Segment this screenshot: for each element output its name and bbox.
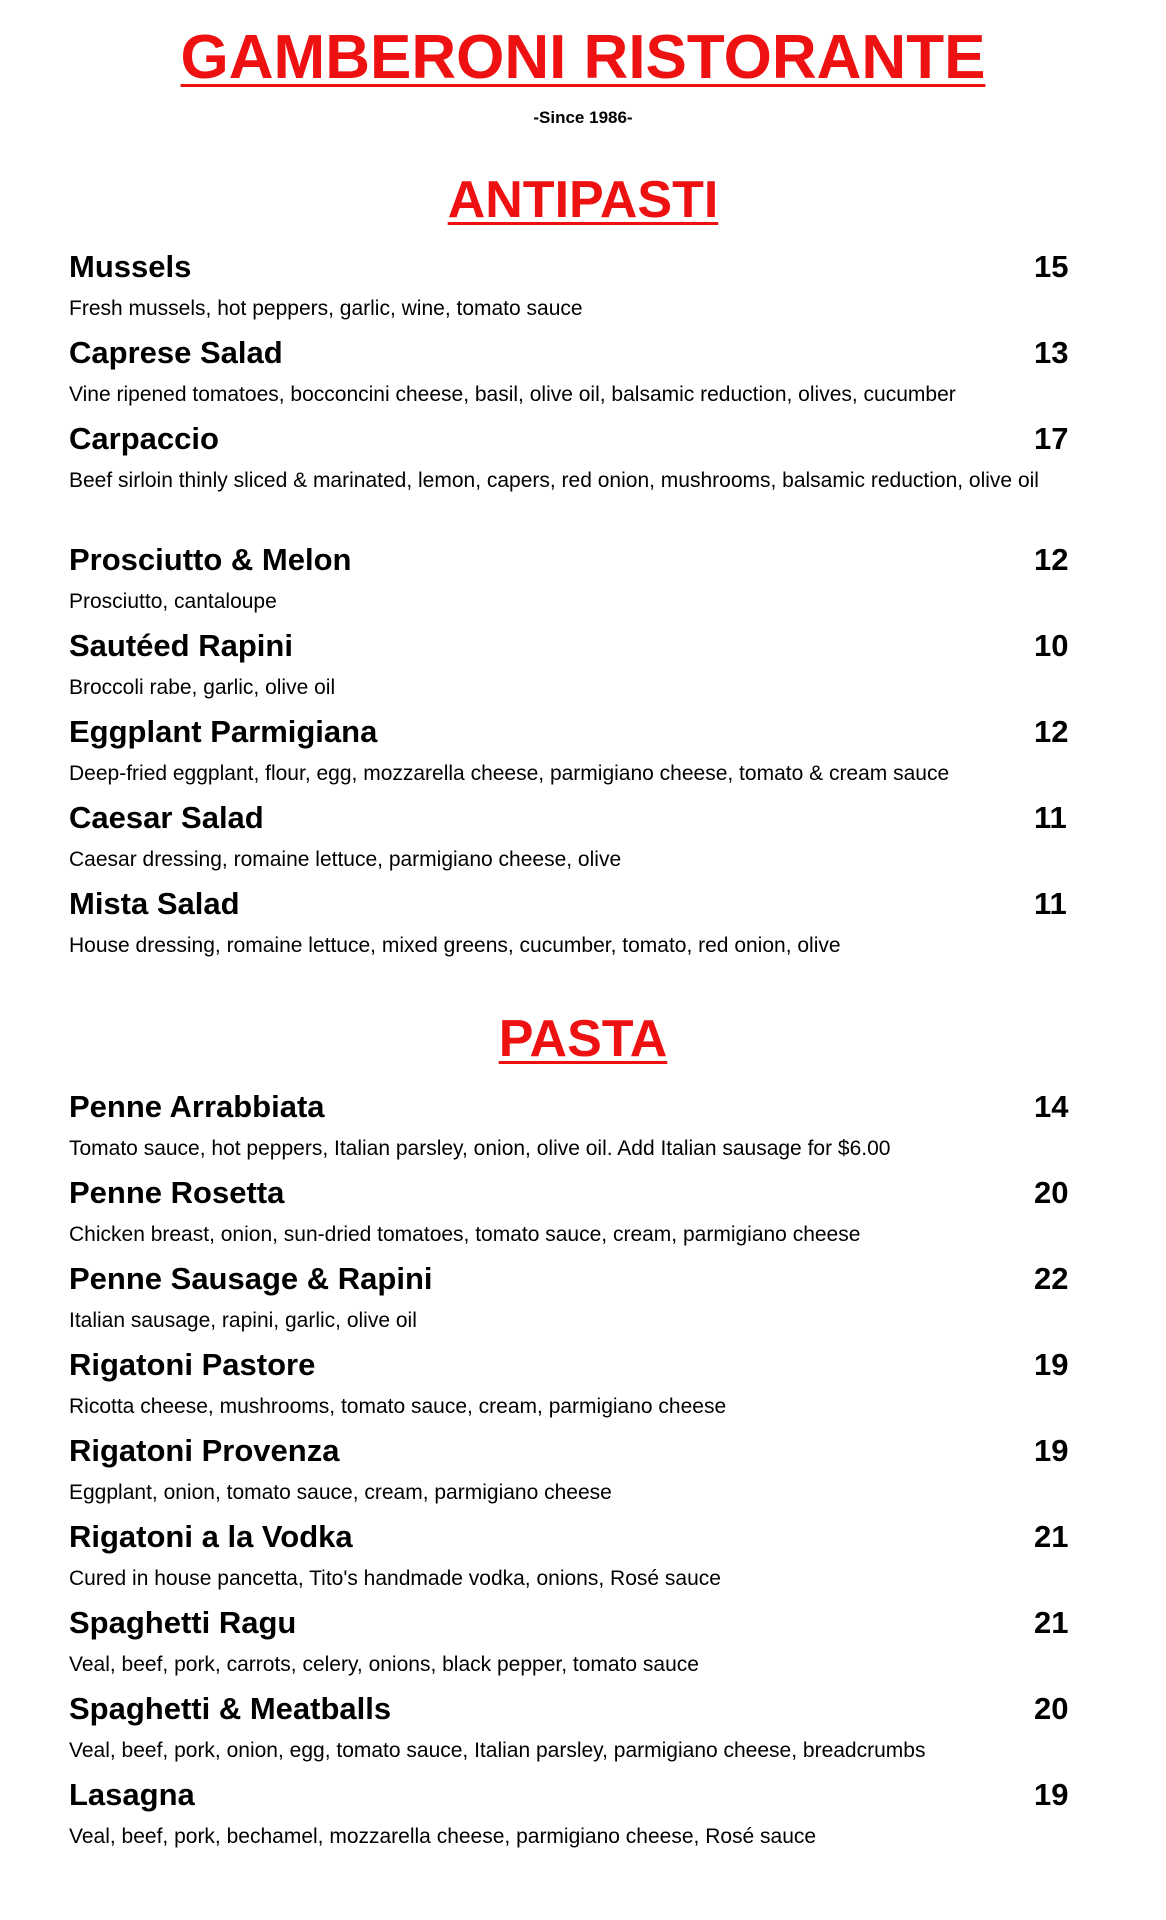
item-price: 10 (1034, 628, 1069, 663)
item-description: Veal, beef, pork, onion, egg, tomato sauce, Italian parsley, parmigiano cheese, breadcrumbs (69, 1739, 926, 1762)
item-name: Sautéed Rapini (69, 628, 293, 663)
item-name: Penne Arrabbiata (69, 1089, 325, 1124)
menu-item (69, 1345, 1109, 1431)
item-description: Vine ripened tomatoes, bocconcini cheese, basil, olive oil, balsamic reduction, olives, cucumber (69, 383, 956, 406)
menu-item (69, 1087, 1109, 1173)
item-name: Mussels (69, 249, 192, 284)
item-description: Chicken breast, onion, sun-dried tomatoes, tomato sauce, cream, parmigiano cheese (69, 1223, 861, 1246)
item-description: Italian sausage, rapini, garlic, olive oil (69, 1309, 417, 1332)
item-name: Carpaccio (69, 421, 219, 456)
restaurant-title: GAMBERONI RISTORANTE (180, 23, 986, 92)
menu-item (69, 540, 1109, 626)
item-price: 20 (1034, 1175, 1069, 1210)
item-description: Prosciutto, cantaloupe (69, 590, 277, 613)
menu-item (69, 884, 1109, 970)
item-name: Mista Salad (69, 886, 240, 921)
item-description: Tomato sauce, hot peppers, Italian parsley, onion, olive oil. Add Italian sausage for $6.00 (69, 1137, 891, 1160)
item-price: 14 (1034, 1089, 1069, 1124)
menu-item (69, 333, 1109, 419)
item-price: 21 (1034, 1519, 1069, 1554)
item-description: Deep-fried eggplant, flour, egg, mozzarella cheese, parmigiano cheese, tomato & cream sauce (69, 762, 950, 785)
menu-item (69, 712, 1109, 798)
pasta-list (69, 1087, 1109, 1861)
item-description: Fresh mussels, hot peppers, garlic, wine, tomato sauce (69, 297, 583, 320)
item-description: Ricotta cheese, mushrooms, tomato sauce, cream, parmigiano cheese (69, 1395, 727, 1418)
item-name: Lasagna (69, 1777, 195, 1812)
item-name: Caprese Salad (69, 335, 283, 370)
item-description: Caesar dressing, romaine lettuce, parmigiano cheese, olive (69, 848, 622, 871)
item-description: Eggplant, onion, tomato sauce, cream, parmigiano cheese (69, 1481, 612, 1504)
item-name: Prosciutto & Melon (69, 542, 352, 577)
section-title-pasta: PASTA (498, 1010, 668, 1068)
item-name: Penne Sausage & Rapini (69, 1261, 433, 1296)
item-description: Broccoli rabe, garlic, olive oil (69, 676, 336, 699)
item-name: Rigatoni Provenza (69, 1433, 340, 1468)
menu-item (69, 798, 1109, 884)
item-price: 13 (1034, 335, 1069, 370)
item-price: 12 (1034, 714, 1069, 749)
menu-item (69, 1603, 1109, 1689)
item-description: Veal, beef, pork, carrots, celery, onions, black pepper, tomato sauce (69, 1653, 699, 1676)
menu-item (69, 1689, 1109, 1775)
menu-item (69, 247, 1109, 333)
item-price: 11 (1034, 886, 1067, 921)
item-price: 15 (1034, 249, 1069, 284)
menu-item (69, 1259, 1109, 1345)
item-name: Penne Rosetta (69, 1175, 285, 1210)
item-price: 19 (1034, 1433, 1069, 1468)
item-price: 12 (1034, 542, 1069, 577)
item-price: 22 (1034, 1261, 1069, 1296)
menu-item (69, 1173, 1109, 1259)
item-description: Veal, beef, pork, bechamel, mozzarella cheese, parmigiano cheese, Rosé sauce (69, 1825, 817, 1848)
item-name: Rigatoni a la Vodka (69, 1519, 353, 1554)
item-price: 19 (1034, 1347, 1069, 1382)
item-name: Spaghetti & Meatballs (69, 1691, 392, 1726)
item-name: Eggplant Parmigiana (69, 714, 378, 749)
menu-item (69, 626, 1109, 712)
menu-item (69, 1775, 1109, 1861)
item-price: 19 (1034, 1777, 1069, 1812)
antipasti-list (69, 247, 1109, 970)
menu-item (69, 419, 1109, 540)
item-name: Spaghetti Ragu (69, 1605, 297, 1640)
item-price: 21 (1034, 1605, 1069, 1640)
item-description: House dressing, romaine lettuce, mixed greens, cucumber, tomato, red onion, olive (69, 934, 841, 957)
section-title-antipasti: ANTIPASTI (447, 171, 719, 229)
menu-item (69, 1431, 1109, 1517)
item-price: 20 (1034, 1691, 1069, 1726)
item-price: 17 (1034, 421, 1069, 456)
menu-item (69, 1517, 1109, 1603)
item-name: Caesar Salad (69, 800, 264, 835)
item-description: Beef sirloin thinly sliced & marinated, lemon, capers, red onion, mushrooms, balsamic reduction, olive oil (69, 469, 1039, 492)
item-name: Rigatoni Pastore (69, 1347, 316, 1382)
item-price: 11 (1034, 800, 1067, 835)
item-description: Cured in house pancetta, Tito's handmade vodka, onions, Rosé sauce (69, 1567, 721, 1590)
since-tagline: -Since 1986- (533, 108, 633, 127)
